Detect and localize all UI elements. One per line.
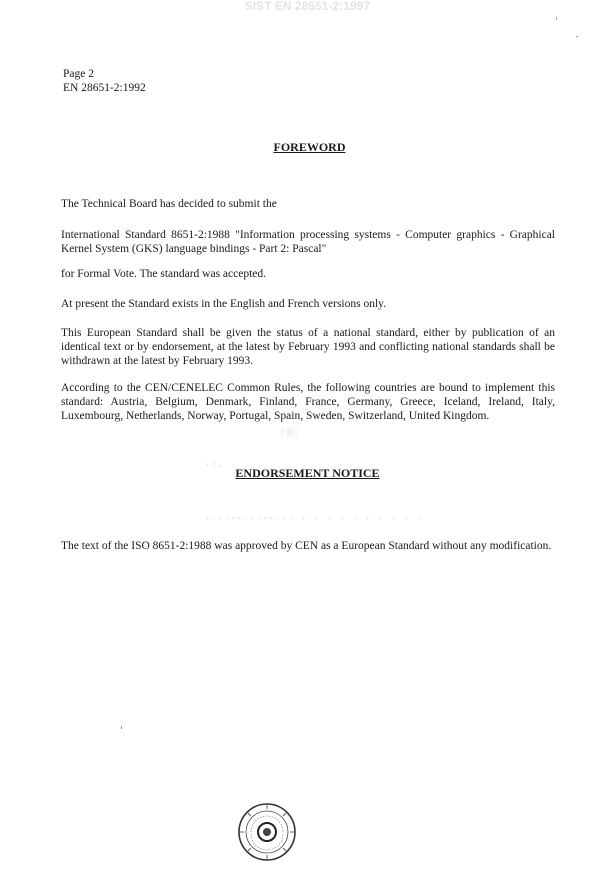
foreword-heading: FOREWORD [273, 140, 346, 154]
page-number: Page 2 [63, 68, 94, 80]
foreword-paragraph-2: International Standard 8651-2:1988 "Information processing systems - Computer graphics - Graphical Kernel System (GKS) language bindings - Part 2: Pascal" [61, 229, 555, 255]
document-id: EN 28651-2:1992 [63, 82, 146, 94]
page-header [63, 67, 146, 95]
scan-artifact: ░▒░ [280, 428, 300, 438]
foreword-paragraph-4: At present the Standard exists in the English and French versions only. [61, 298, 387, 310]
scan-artifact: ·:. [205, 460, 225, 470]
foreword-paragraph-6: According to the CEN/CENELEC Common Rules, the following countries are bound to implement this standard: Austria, Belgium, Denmark, Finland, France, Germany, Greece, Iceland, Ireland, Italy, Luxembourg, Netherlands, Norway, Portugal, Spain, Sweden, Switzerland, United Kingdom. [61, 382, 555, 422]
endorsement-heading: ENDORSEMENT NOTICE [235, 466, 380, 480]
scan-speck [121, 726, 122, 729]
foreword-paragraph-1: The Technical Board has decided to submit the [61, 198, 277, 210]
scan-artifact: .............. . . . . . . . . . . [205, 512, 423, 522]
scan-speck [576, 36, 578, 37]
official-seal-icon [237, 802, 297, 862]
endorsement-text: The text of the ISO 8651-2:1988 was approved by CEN as a European Standard without any modification. [61, 540, 552, 552]
foreword-paragraph-5: This European Standard shall be given the status of a national standard, either by publication of an identical text or by endorsement, at the latest by February 1993 and conflicting national standards shall be withdrawn at the latest by February 1993. [61, 327, 555, 367]
watermark: SIST EN 28651-2:1997 [244, 1, 371, 13]
scan-speck [556, 17, 557, 20]
foreword-paragraph-3: for Formal Vote. The standard was accepted. [61, 268, 267, 280]
